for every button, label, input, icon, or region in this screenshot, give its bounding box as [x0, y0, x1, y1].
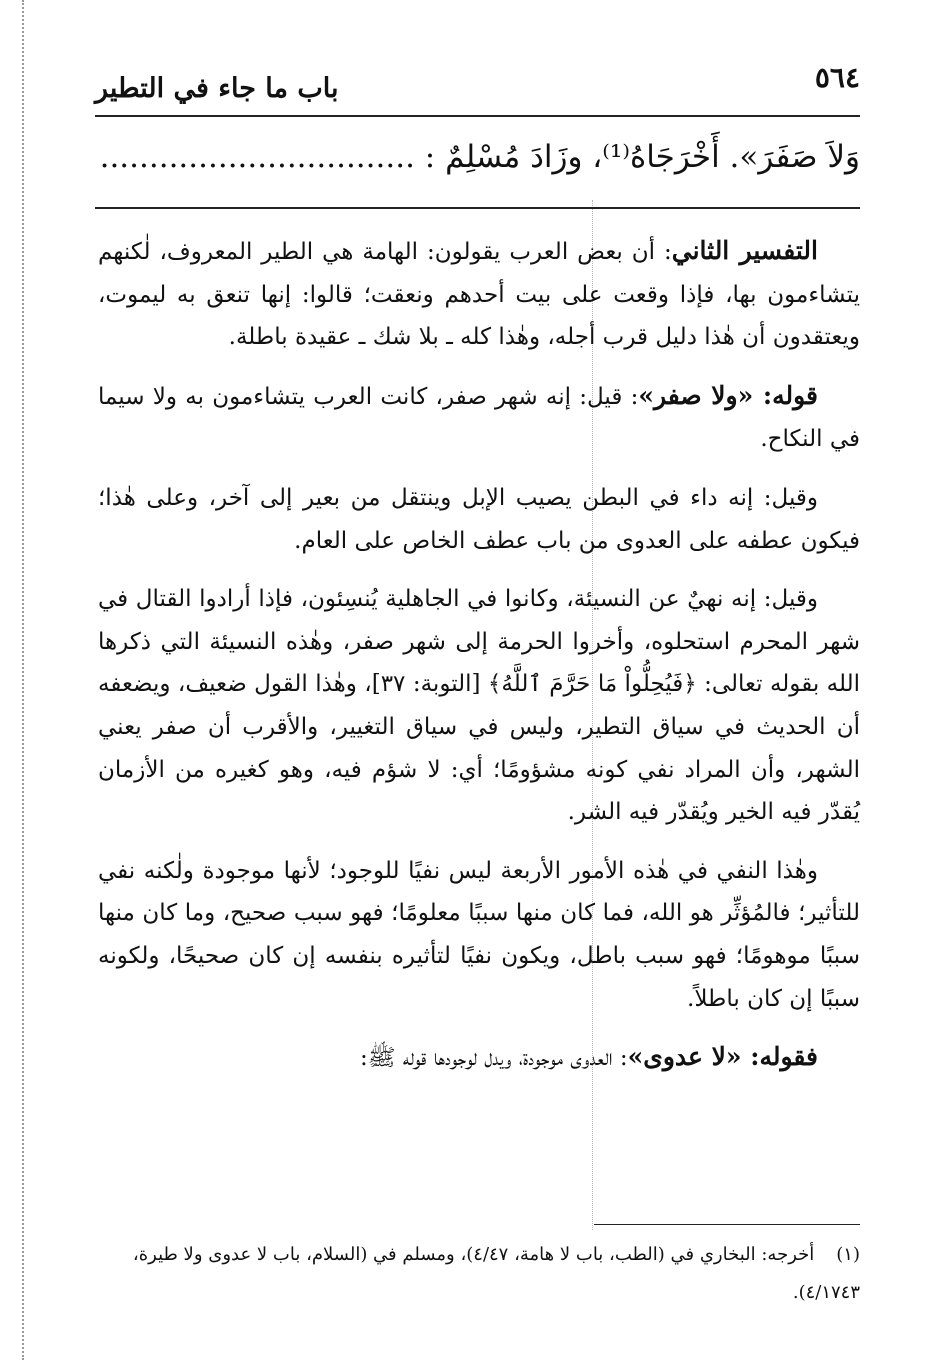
paragraph-text: وهٰذا النفي في هٰذه الأمور الأربعة ليس نفيًا للوجود؛ لأنها موجودة ولٰكنه نفي للتأثير؛ فالمُؤثِّر هو الله، فما كان منها سببًا معلومًا؛ فهو سبب صحيح، وما كان منها سببًا موهومًا؛ فهو سبب باطل، ويكون نفيًا لتأثيره بنفسه إن كان صحيحًا، ولكونه سببًا إن كان باطلاً. — [98, 857, 860, 1012]
footnote-number: (١) — [836, 1244, 860, 1265]
paragraph-second-interpretation — [98, 230, 860, 359]
paragraph-text: وقيل: إنه داء في البطن يصيب الإبل وينتقل من بعير إلى آخر، وعلى هٰذا؛ فيكون عطفه على العدوى من باب عطف الخاص على العام. — [98, 484, 860, 554]
page-number: ٥٦٤ — [814, 61, 860, 94]
paragraph-lead: فقوله: «لا عدوى» — [627, 1042, 818, 1072]
paragraph-text: : أن بعض العرب يقولون: الهامة هي الطير المعروف، لٰكنهم يتشاءمون بها، فإذا وقعت على بيت أحدهم ونعقت؛ قالوا: إنها تنعق به ليموت، ويعتقدون أن هٰذا دليل قرب أجله، وهٰذا كله ـ بلا شك ـ عقيدة باطلة. — [98, 239, 860, 351]
paragraph-la-adwa — [98, 1036, 860, 1080]
header-rule — [95, 115, 860, 117]
paragraph-text: : العدوى موجودة، ويدل لوجودها قوله ﷺ: — [360, 1045, 628, 1072]
footnote-text: أخرجه: البخاري في (الطب، باب لا هامة، ٤/٤٧)، ومسلم في (السلام، باب لا عدوى ولا طيرة، ٤/١٧٤٣). — [132, 1244, 860, 1303]
paragraph-lead: قوله: «ولا صفر» — [638, 380, 818, 410]
paragraph-wala-safar — [98, 375, 860, 461]
chapter-title: باب ما جاء في التطير — [95, 73, 339, 104]
paragraph-nasiah — [98, 578, 860, 834]
hadith-text-line — [95, 128, 860, 198]
footnote — [95, 1236, 860, 1312]
commentary-body — [98, 230, 860, 1096]
paragraph-lead: التفسير الثاني — [671, 236, 818, 265]
footnote-rule — [594, 1224, 860, 1225]
page-header — [95, 55, 860, 117]
hadith-divider — [95, 207, 860, 209]
paragraph-stomach-disease — [98, 477, 860, 562]
paragraph-text: : قيل: إنه شهر صفر، كانت العرب يتشاءمون به ولا سيما في النكاح. — [98, 383, 860, 453]
hadith-text: وَلاَ صَفَرَ». أَخْرَجَاهُ⁽¹⁾، وزَادَ مُسْلِمٌ : — [424, 139, 860, 175]
elided-dots: ................................ — [99, 139, 415, 175]
paragraph-text: وقيل: إنه نهيٌ عن النسيئة، وكانوا في الجاهلية يُنسِئون، فإذا أرادوا القتال في شهر المحرم استحلوه، وأخروا الحرمة إلى شهر صفر، وهٰذه النسيئة التي ذكرها الله بقوله تعالى: ﴿فَيُحِلُّواْ مَا حَرَّمَ ٱللَّهُ﴾ [التوبة: ٣٧]، وهٰذا القول ضعيف، ويضعفه أن الحديث في سياق التطير، وليس في سياق التغيير، والأقرب أن صفر يعني الشهر، وأن المراد نفي كونه مشؤومًا؛ أي: لا شؤم فيه، وهو كغيره من الأزمان يُقدّر فيه الخير ويُقدّر فيه الشر. — [98, 586, 860, 826]
scan-edge-dots — [22, 0, 24, 1360]
paragraph-negation-meaning — [98, 850, 860, 1020]
